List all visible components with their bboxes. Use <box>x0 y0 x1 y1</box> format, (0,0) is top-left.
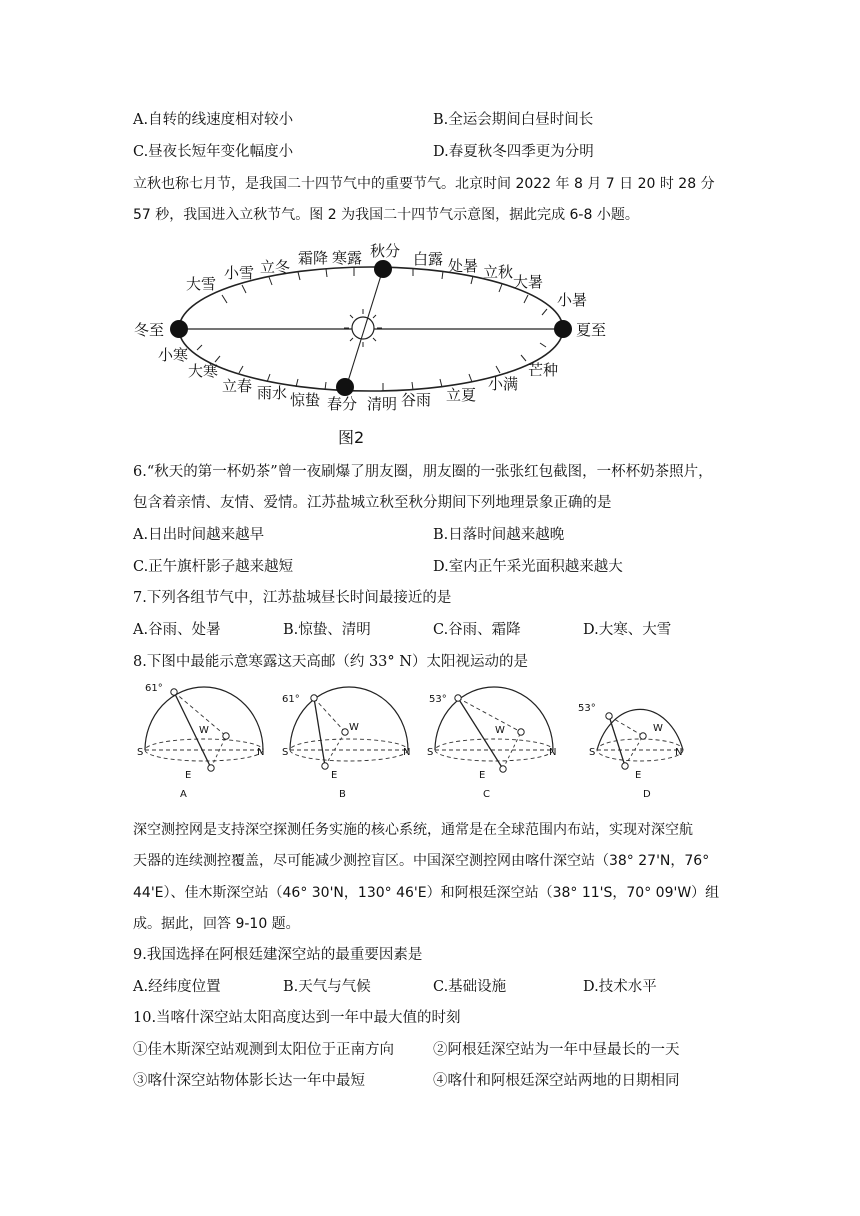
q6-option-a: A.日出时间越来越早 <box>133 527 265 543</box>
diagram-d-w: W <box>653 723 663 734</box>
diagram-d-s: S <box>589 747 596 758</box>
q9-option-a: A.经纬度位置 <box>133 979 221 995</box>
qiufen-dot <box>374 260 392 278</box>
diagram-b-s: S <box>282 747 289 758</box>
figure-2-caption: 图2 <box>338 428 365 447</box>
intro-9-10-line-3: 44'E）、佳木斯深空站（46° 30'N，130° 46'E）和阿根廷深空站（38° 11'S，70° 09'W）组 <box>133 885 720 901</box>
q10-option-4: ④喀什和阿根廷深空站两地的日期相同 <box>433 1073 680 1089</box>
term-chushu: 处暑 <box>448 257 479 275</box>
term-dongzhi: 冬至 <box>134 321 165 339</box>
diagram-b-letter: B <box>339 789 346 800</box>
term-yushui: 雨水 <box>257 384 288 402</box>
term-xiaoshu: 小暑 <box>557 291 588 309</box>
term-qingming: 清明 <box>367 395 398 413</box>
term-lichun: 立春 <box>222 377 253 395</box>
term-shuangjiang: 霜降 <box>298 249 329 267</box>
diagram-b-w: W <box>349 722 359 733</box>
term-bailu: 白露 <box>413 250 444 268</box>
q5-option-a: A.自转的线速度相对较小 <box>133 112 294 128</box>
diagram-c-letter: C <box>483 789 490 800</box>
term-xiaoman: 小满 <box>488 375 519 393</box>
figure-2-solar-terms <box>130 235 610 454</box>
diagram-d <box>575 678 685 803</box>
term-xiaoxue: 小雪 <box>224 264 255 282</box>
q7-option-d: D.大寒、大雪 <box>583 622 672 638</box>
diagram-a-s: S <box>137 747 144 758</box>
q6-stem-line-1: 6.“秋天的第一杯奶茶”曾一夜刷爆了朋友圈，朋友圈的一张张红包截图，一杯杯奶茶照片， <box>133 464 713 480</box>
q7-option-b: B.惊蛰、清明 <box>283 622 371 638</box>
intro-9-10-line-1: 深空测控网是支持深空探测任务实施的核心系统，通常是在全球范围内布站，实现对深空航 <box>133 822 693 838</box>
q10-stem: 10.当喀什深空站太阳高度达到一年中最大值的时刻 <box>133 1010 461 1026</box>
term-jingzhe: 惊蛰 <box>290 391 321 409</box>
term-xiaohan: 小寒 <box>158 346 189 364</box>
diagram-b-angle: 61° <box>282 694 300 705</box>
intro-6-8-line-2: 57 秒，我国进入立秋节气。图 2 为我国二十四节气示意图，据此完成 6-8 小题。 <box>133 207 639 223</box>
diagram-c-s: S <box>427 747 434 758</box>
q7-stem: 7.下列各组节气中，江苏盐城昼长时间最接近的是 <box>133 590 452 606</box>
diagram-b <box>282 687 410 800</box>
term-xiazhi: 夏至 <box>576 321 607 339</box>
term-mangzhong: 芒种 <box>528 361 559 379</box>
diagram-a-angle: 61° <box>145 683 163 694</box>
diagram-a-e: E <box>185 770 192 781</box>
xiazhi-dot <box>554 320 572 338</box>
intro-6-8-line-1: 立秋也称七月节，是我国二十四节气中的重要节气。北京时间 2022 年 8 月 7 日 20 时 28 分 <box>133 176 715 192</box>
earth-axis-line <box>345 269 383 391</box>
q8-diagrams <box>133 678 613 807</box>
sun-icon <box>352 317 374 339</box>
q10-option-2: ②阿根廷深空站为一年中昼最长的一天 <box>433 1042 680 1058</box>
term-hanlu: 寒露 <box>332 249 363 267</box>
dongzhi-dot <box>170 320 188 338</box>
q9-stem: 9.我国选择在阿根廷建深空站的最重要因素是 <box>133 947 423 963</box>
chunfen-dot <box>336 378 354 396</box>
term-qiufen: 秋分 <box>370 242 401 260</box>
term-chunfen: 春分 <box>327 395 358 413</box>
q5-option-b: B.全运会期间白昼时间长 <box>433 112 594 128</box>
q6-option-d: D.室内正午采光面积越来越大 <box>433 559 623 575</box>
term-liqiu: 立秋 <box>483 263 514 281</box>
q6-stem-line-2: 包含着亲情、友情、爱情。江苏盐城立秋至秋分期间下列地理景象正确的是 <box>133 495 612 511</box>
term-daxue: 大雪 <box>186 275 217 293</box>
diagram-d-angle: 53° <box>578 703 596 714</box>
term-dashu: 大暑 <box>513 273 544 291</box>
q10-option-3: ③喀什深空站物体影长达一年中最短 <box>133 1073 365 1089</box>
intro-9-10-line-4: 成。据此，回答 9-10 题。 <box>133 916 300 932</box>
term-lidong: 立冬 <box>260 258 291 276</box>
q8-stem: 8.下图中最能示意寒露这天高邮（约 33° N）太阳视运动的是 <box>133 654 528 670</box>
diagram-a-letter: A <box>180 789 187 800</box>
diagram-c-angle: 53° <box>429 694 447 705</box>
q6-option-b: B.日落时间越来越晚 <box>433 527 565 543</box>
q8-diagram-d-wrap <box>575 678 685 807</box>
diagram-b-n: N <box>403 747 411 758</box>
diagram-d-letter: D <box>643 789 651 800</box>
term-lixia: 立夏 <box>446 386 477 404</box>
diagram-c-e: E <box>479 770 486 781</box>
q7-option-c: C.谷雨、霜降 <box>433 622 521 638</box>
solar-terms-diagram <box>130 235 610 450</box>
q9-option-b: B.天气与气候 <box>283 979 371 995</box>
diagram-d-e: E <box>635 770 642 781</box>
diagram-a-w: W <box>199 725 209 736</box>
diagram-c-w: W <box>495 725 505 736</box>
term-dahan: 大寒 <box>188 362 219 380</box>
q5-option-d: D.春夏秋冬四季更为分明 <box>433 144 594 160</box>
q7-option-a: A.谷雨、处暑 <box>133 622 221 638</box>
diagram-c-n: N <box>549 747 557 758</box>
q10-option-1: ①佳木斯深空站观测到太阳位于正南方向 <box>133 1042 394 1058</box>
term-guyu: 谷雨 <box>401 391 432 409</box>
diagram-a-n: N <box>257 747 265 758</box>
sun-path-diagrams <box>133 678 613 803</box>
diagram-b-e: E <box>331 770 338 781</box>
q5-option-c: C.昼夜长短年变化幅度小 <box>133 144 294 160</box>
diagram-c <box>427 687 556 800</box>
diagram-a <box>137 683 264 800</box>
q9-option-d: D.技术水平 <box>583 979 657 995</box>
intro-9-10-line-2: 天器的连续测控覆盖，尽可能减少测控盲区。中国深空测控网由喀什深空站（38° 27'N，76° <box>133 853 710 869</box>
q6-option-c: C.正午旗杆影子越来越短 <box>133 559 294 575</box>
diagram-d-n: N <box>675 747 683 758</box>
q9-option-c: C.基础设施 <box>433 979 507 995</box>
